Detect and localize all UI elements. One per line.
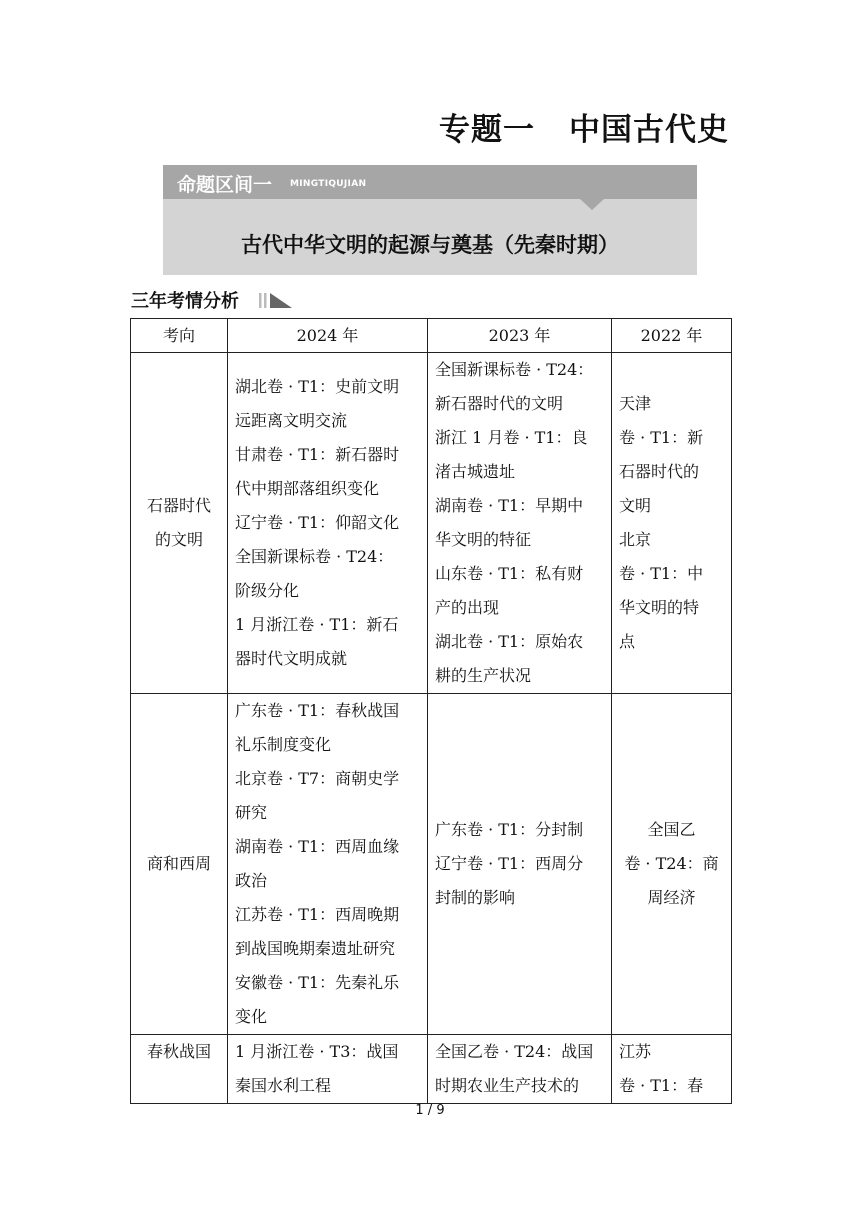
cell-line: 远距离文明交流 <box>235 411 348 430</box>
table-cell-2022 <box>612 1035 732 1104</box>
cell-line: 广东卷 · T1：春秋战国 <box>235 701 400 720</box>
page-title <box>439 104 729 149</box>
cell-line: 文明 <box>619 496 652 515</box>
cell-line: 春秋战国 <box>146 1042 211 1061</box>
cell-line: 全国新课标卷 · T24： <box>435 360 594 379</box>
table-cell-2023 <box>428 1035 612 1104</box>
header-2023: 2023 年 <box>428 319 612 353</box>
header-2024: 2024 年 <box>228 319 428 353</box>
cell-line: 封制的影响 <box>435 888 516 907</box>
cell-line: 天津 <box>619 394 652 413</box>
cell-line: 时期农业生产技术的 <box>435 1076 580 1095</box>
banner-notch <box>580 199 604 210</box>
table-row <box>131 694 732 1035</box>
table-cell-2024 <box>228 694 428 1035</box>
table-row <box>131 353 732 694</box>
header-topic: 考向 <box>131 319 228 353</box>
cell-line: 卷 · T24：商 <box>624 854 719 873</box>
banner-label-en: MINGTIQUJIAN <box>290 179 367 189</box>
cell-line: 广东卷 · T1：分封制 <box>435 820 584 839</box>
cell-line: 辽宁卷 · T1：仰韶文化 <box>235 513 400 532</box>
cell-line: 石器时代的 <box>619 462 700 481</box>
cell-line: 耕的生产状况 <box>435 666 532 685</box>
cell-line: 山东卷 · T1：私有财 <box>435 564 584 583</box>
cell-line: 器时代文明成就 <box>235 649 348 668</box>
cell-line: 华文明的特征 <box>435 530 532 549</box>
table-cell-2023 <box>428 694 612 1035</box>
cell-line: 到战国晚期秦遗址研究 <box>235 939 396 958</box>
section-heading: 三年考情分析 <box>131 291 239 312</box>
cell-line: 湖北卷 · T1：史前文明 <box>235 377 400 396</box>
cell-line: 全国乙 <box>647 820 696 839</box>
cell-line: 商和西周 <box>146 854 211 873</box>
cell-line: 周经济 <box>647 888 696 907</box>
section-heading-mark-icon <box>259 291 295 309</box>
table-cell-topic <box>131 694 228 1035</box>
cell-line: 1 月浙江卷 · T3：战国 <box>235 1042 399 1061</box>
cell-line: 北京 <box>619 530 652 549</box>
table-cell-2022 <box>612 353 732 694</box>
cell-line: 北京卷 · T7：商朝史学 <box>235 769 400 788</box>
cell-line: 石器时代 <box>146 496 211 515</box>
cell-line: 江苏 <box>619 1042 652 1061</box>
table-header-row <box>131 319 732 353</box>
cell-line: 的文明 <box>154 530 203 549</box>
cell-line: 点 <box>619 632 636 651</box>
banner-label: 命题区间一 <box>177 174 273 196</box>
cell-line: 新石器时代的文明 <box>435 394 564 413</box>
table-cell-topic <box>131 1035 228 1104</box>
cell-line: 卷 · T1：新 <box>619 428 704 447</box>
exam-analysis-table <box>130 318 732 1104</box>
cell-line: 江苏卷 · T1：西周晚期 <box>235 905 400 924</box>
cell-line: 全国乙卷 · T24：战国 <box>435 1042 594 1061</box>
cell-line: 变化 <box>235 1007 268 1026</box>
cell-line: 卷 · T1：春 <box>619 1076 704 1095</box>
cell-line: 辽宁卷 · T1：西周分 <box>435 854 584 873</box>
cell-line: 全国新课标卷 · T24： <box>235 547 394 566</box>
cell-line: 甘肃卷 · T1：新石器时 <box>235 445 400 464</box>
banner-subtitle: 古代中华文明的起源与奠基（先秦时期） <box>241 233 619 257</box>
cell-line: 代中期部落组织变化 <box>235 479 380 498</box>
table-cell-2022 <box>612 694 732 1035</box>
header-2022: 2022 年 <box>612 319 732 353</box>
cell-line: 阶级分化 <box>235 581 300 600</box>
cell-line: 渚古城遗址 <box>435 462 516 481</box>
cell-line: 秦国水利工程 <box>235 1076 332 1095</box>
page-number: 1 / 9 <box>415 1103 445 1118</box>
cell-line: 湖南卷 · T1：西周血缘 <box>235 837 400 856</box>
table-cell-2024 <box>228 1035 428 1104</box>
cell-line: 浙江 1 月卷 · T1：良 <box>435 428 588 447</box>
cell-line: 研究 <box>235 803 268 822</box>
cell-line: 安徽卷 · T1：先秦礼乐 <box>235 973 400 992</box>
cell-line: 产的出现 <box>435 598 500 617</box>
title-part-2: 中国古代史 <box>569 112 729 148</box>
table-cell-2023 <box>428 353 612 694</box>
cell-line: 礼乐制度变化 <box>235 735 332 754</box>
cell-line: 政治 <box>235 871 268 890</box>
cell-line: 华文明的特 <box>619 598 700 617</box>
table-row <box>131 1035 732 1104</box>
cell-line: 卷 · T1：中 <box>619 564 704 583</box>
table-cell-2024 <box>228 353 428 694</box>
title-part-1: 专题一 <box>439 112 535 148</box>
cell-line: 湖南卷 · T1：早期中 <box>435 496 584 515</box>
cell-line: 湖北卷 · T1：原始农 <box>435 632 584 651</box>
table-cell-topic <box>131 353 228 694</box>
cell-line: 1 月浙江卷 · T1：新石 <box>235 615 399 634</box>
section-banner <box>163 165 697 275</box>
